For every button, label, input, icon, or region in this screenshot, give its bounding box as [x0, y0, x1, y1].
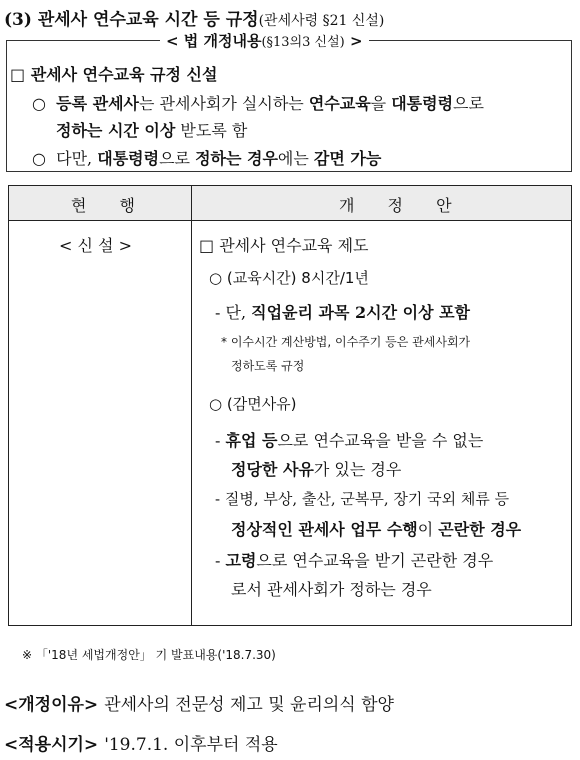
- text: 가 있는 경우: [313, 460, 402, 479]
- current-cell-new: < 신 설 >: [59, 236, 132, 255]
- exemption-reason-3: [215, 548, 493, 571]
- header-revised: 개 정 안: [339, 196, 466, 215]
- legend-main: < 법 개정내용: [166, 32, 262, 50]
- text: 으로: [159, 149, 196, 168]
- text: 다만,: [56, 149, 98, 168]
- text-bold: 대통령령: [391, 94, 454, 113]
- legend-ref: (§13의3 신설): [261, 35, 345, 50]
- text-bold: 대통령령: [97, 149, 160, 168]
- table-column-divider: [191, 186, 192, 625]
- section-title: [4, 5, 384, 30]
- text-bold: 연수교육: [308, 94, 371, 113]
- summary-heading: □ 관세사 연수교육 규정 신설: [10, 65, 218, 84]
- comparison-table: [8, 185, 572, 626]
- summary-bullet-1: [32, 91, 484, 114]
- text: 에는: [277, 149, 314, 168]
- text: 받도록 함: [175, 121, 248, 140]
- legend-end: >: [344, 32, 363, 50]
- exemption-reason-1-cont: [231, 457, 401, 480]
- text-bold: 고령: [225, 551, 257, 570]
- text-bold: 정하는 경우: [195, 149, 278, 168]
- summary-bullet-2: [32, 146, 381, 169]
- text-bold: 곤란한 경우: [438, 520, 522, 539]
- exemption-reason-2-cont: [231, 517, 521, 540]
- exemption-reason-1: [215, 428, 483, 451]
- revised-item-hours: ○ (교육시간) 8시간/1년: [209, 269, 369, 287]
- text-bold: 휴업 등: [225, 431, 278, 450]
- text: 는 관세사회가 실시하는: [139, 94, 309, 113]
- summary-bullet-1-cont: [56, 118, 247, 141]
- effective-date-text: '19.7.1. 이후부터 적용: [104, 735, 278, 755]
- dash-mark: -: [215, 551, 226, 570]
- summary-legend: [160, 30, 369, 51]
- text: 으로 연수교육을 받기 곤란한 경우: [256, 551, 494, 570]
- footnote: ※ 「'18년 세법개정안」 기 발표내용('18.7.30): [22, 648, 276, 662]
- section-title-ref: (관세사령 §21 신설): [258, 13, 385, 29]
- revision-reason: [4, 690, 394, 715]
- text-bold: 직업윤리 과목 2시간 이상 포함: [251, 303, 471, 322]
- effective-date: [4, 730, 278, 755]
- revised-heading: □ 관세사 연수교육 제도: [199, 236, 369, 255]
- header-current: 현 행: [71, 196, 149, 215]
- text: - 단,: [215, 303, 252, 322]
- revision-reason-label: <개정이유>: [4, 695, 99, 715]
- exemption-reason-2: - 질병, 부상, 출산, 군복무, 장기 국외 체류 등: [215, 490, 510, 508]
- revised-item-hours-detail: [215, 300, 470, 323]
- effective-date-label: <적용시기>: [4, 735, 99, 755]
- bullet-mark: ○: [32, 149, 46, 168]
- revised-note-line-2: 정하도록 규정: [231, 359, 305, 373]
- bullet-mark: ○: [32, 94, 46, 113]
- text: 이: [417, 520, 439, 539]
- text-bold: 정당한 사유: [231, 460, 314, 479]
- text-bold: 정하는 시간 이상: [56, 121, 176, 140]
- text-bold: 정상적인 관세사 업무 수행: [231, 520, 418, 539]
- revision-reason-text: 관세사의 전문성 제고 및 윤리의식 함양: [104, 695, 394, 715]
- revised-note-line-1: * 이수시간 계산방법, 이수주기 등은 관세사회가: [221, 335, 471, 349]
- dash-mark: -: [215, 431, 226, 450]
- text-bold: 감면 가능: [313, 149, 382, 168]
- text-bold: 등록 관세사: [56, 94, 139, 113]
- section-title-main: (3) 관세사 연수교육 시간 등 규정: [4, 10, 259, 30]
- text: 으로: [453, 94, 484, 113]
- revised-item-exemption: ○ (감면사유): [209, 395, 297, 413]
- text: 으로 연수교육을 받을 수 없는: [277, 431, 484, 450]
- text: 을: [370, 94, 392, 113]
- exemption-reason-3-cont: 로서 관세사회가 정하는 경우: [231, 580, 432, 599]
